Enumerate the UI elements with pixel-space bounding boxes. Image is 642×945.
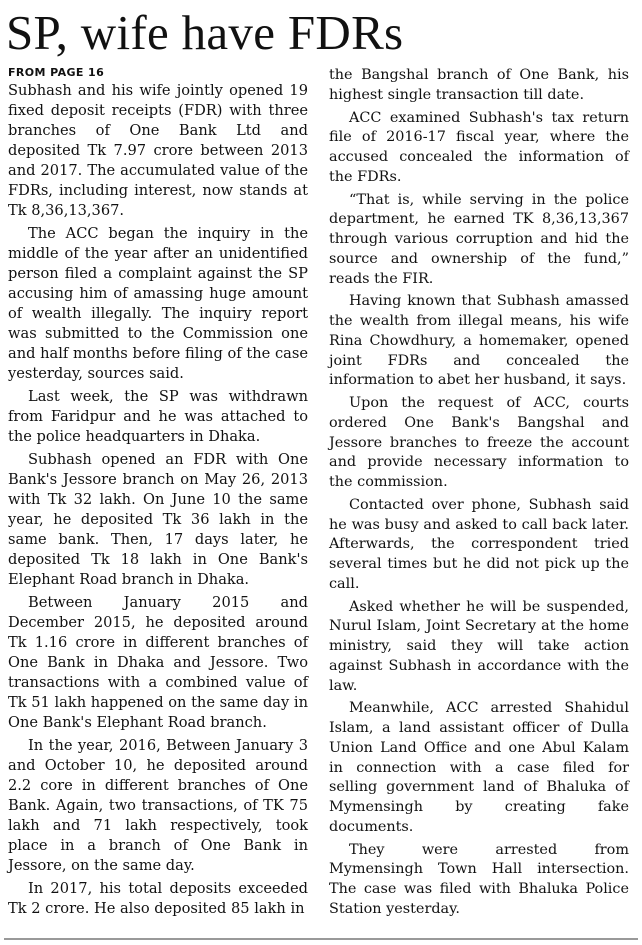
bottom-divider: [4, 938, 638, 940]
paragraph: Contacted over phone, Subhash said he was busy and asked to call back later. Afterwards, the correspondent tried several times but he did not pick up the call.: [329, 496, 629, 592]
headline: SP, wife have FDRs: [6, 5, 404, 60]
dateline: FROM PAGE 16: [8, 66, 105, 79]
paragraph: The ACC began the inquiry in the middle of the year after an unidentified person filed a complaint against the SP accusing him of amassing huge amount of wealth illegally. The inquiry report was submitted to the Commission one and half months before filing of the case yesterday, sources said.: [8, 225, 308, 382]
paragraph: Subhash opened an FDR with One Bank's Jessore branch on May 26, 2013 with Tk 32 lakh. On June 10 the same year, he deposited Tk 36 lakh in the same bank. Then, 17 days later, he deposited Tk 18 lakh in One Bank's Elephant Road branch in Dhaka.: [8, 451, 308, 588]
paragraph: They were arrested from Mymensingh Town Hall intersection. The case was filed with Bhaluka Police Station yesterday.: [329, 841, 629, 917]
paragraph: In the year, 2016, Between January 3 and October 10, he deposited around 2.2 core in different branches of One Bank. Again, two transactions, of TK 75 lakh and 71 lakh respectively, took place in a branch of One Bank in Jessore, on the same day.: [8, 737, 308, 874]
paragraph: Between January 2015 and December 2015, he deposited around Tk 1.16 crore in different branches of One Bank in Dhaka and Jessore. Two transactions with a combined value of Tk 51 lakh happened on the same day in One Bank's Elephant Road branch.: [8, 594, 308, 731]
paragraph: Upon the request of ACC, courts ordered One Bank's Bangshal and Jessore branches to freeze the account and provide necessary information to the commission.: [329, 395, 629, 490]
paragraph: “That is, while serving in the police department, he earned TK 8,36,13,367 through various corruption and hid the source and ownership of the fund,” reads the FIR.: [329, 191, 629, 287]
paragraph: Asked whether he will be suspended, Nurul Islam, Joint Secretary at the home ministry, said they will take action against Subhash in accordance with the law.: [329, 598, 629, 694]
paragraph: ACC examined Subhash's tax return file of 2016-17 fiscal year, where the accused concealed the information of the FDRs.: [329, 109, 629, 185]
article-column-left: [8, 66, 308, 922]
paragraph: Subhash and his wife jointly opened 19 fixed deposit receipts (FDR) with three branches of One Bank Ltd and deposited Tk 7.97 crore between 2013 and 2017. The accumulated value of the FDRs, including interest, now stands at Tk 8,36,13,367.: [8, 82, 308, 219]
paragraph: Meanwhile, ACC arrested Shahidul Islam, a land assistant officer of Dulla Union Land Office and one Abul Kalam in connection with a case filed for selling government land of Bhaluka of Mymensingh by creating fake documents.: [329, 700, 629, 835]
article-column-right: [329, 66, 629, 923]
paragraph: In 2017, his total deposits exceeded Tk 2 crore. He also deposited 85 lakh in: [8, 880, 308, 917]
paragraph: Having known that Subhash amassed the wealth from illegal means, his wife Rina Chowdhury, a homemaker, opened joint FDRs and concealed the information to abet her husband, it says.: [329, 293, 629, 389]
paragraph: Last week, the SP was withdrawn from Faridpur and he was attached to the police headquarters in Dhaka.: [8, 388, 308, 445]
paragraph: the Bangshal branch of One Bank, his highest single transaction till date.: [329, 67, 629, 103]
